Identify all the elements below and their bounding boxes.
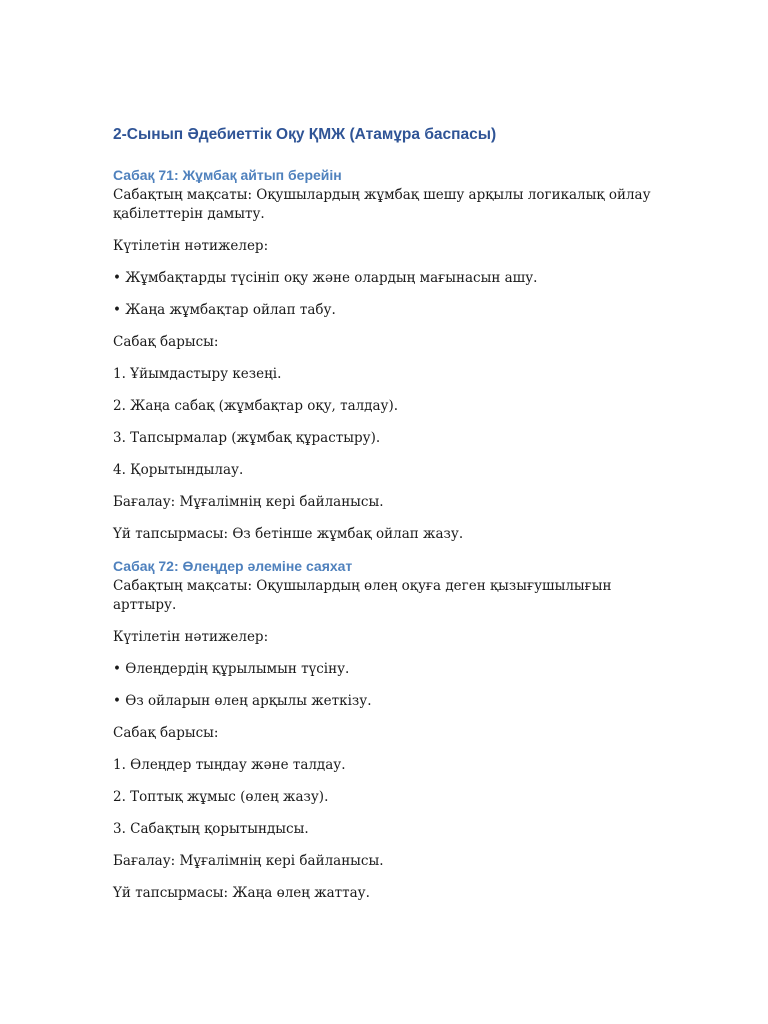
- outcome-item: • Жұмбақтарды түсініп оқу және олардың мағынасын ашу.: [113, 270, 538, 286]
- lesson-goal: Сабақтың мақсаты: Оқушылардың өлең оқуға деген қызығушылығын арттыру.: [113, 578, 612, 613]
- process-step: 1. Ұйымдастыру кезеңі.: [113, 366, 282, 382]
- process-step: 3. Тапсырмалар (жұмбақ құрастыру).: [113, 430, 381, 446]
- lesson-71: [113, 166, 673, 544]
- lesson-72: [113, 557, 673, 903]
- process-label: Сабақ барысы:: [113, 334, 219, 350]
- outcomes-label: Күтілетін нәтижелер:: [113, 629, 269, 645]
- process-label: Сабақ барысы:: [113, 725, 219, 741]
- process-step: 2. Жаңа сабақ (жұмбақтар оқу, талдау).: [113, 398, 399, 414]
- outcome-item: • Өз ойларын өлең арқылы жеткізу.: [113, 693, 372, 709]
- process-step: 3. Сабақтың қорытындысы.: [113, 821, 309, 837]
- process-step: 1. Өлеңдер тыңдау және талдау.: [113, 757, 346, 773]
- outcome-item: • Өлеңдердің құрылымын түсіну.: [113, 661, 350, 677]
- process-step: 4. Қорытындылау.: [113, 462, 244, 478]
- outcome-item: • Жаңа жұмбақтар ойлап табу.: [113, 302, 336, 318]
- process-step: 2. Топтық жұмыс (өлең жазу).: [113, 789, 329, 805]
- document-title: 2-Сынып Әдебиеттік Оқу ҚМЖ (Атамұра баспасы): [113, 126, 497, 143]
- assessment-text: Бағалау: Мұғалімнің кері байланысы.: [113, 853, 384, 869]
- lesson-heading: Сабақ 71: Жұмбақ айтып берейін: [113, 167, 342, 183]
- assessment-text: Бағалау: Мұғалімнің кері байланысы.: [113, 494, 384, 510]
- document-page: [113, 124, 673, 916]
- homework-text: Үй тапсырмасы: Жаңа өлең жаттау.: [113, 885, 370, 901]
- outcomes-label: Күтілетін нәтижелер:: [113, 238, 269, 254]
- homework-text: Үй тапсырмасы: Өз бетінше жұмбақ ойлап жазу.: [113, 526, 464, 542]
- lesson-heading: Сабақ 72: Өлеңдер әлеміне саяхат: [113, 558, 353, 574]
- lesson-goal: Сабақтың мақсаты: Оқушылардың жұмбақ шешу арқылы логикалық ойлау қабілеттерін дамыту.: [113, 187, 651, 222]
